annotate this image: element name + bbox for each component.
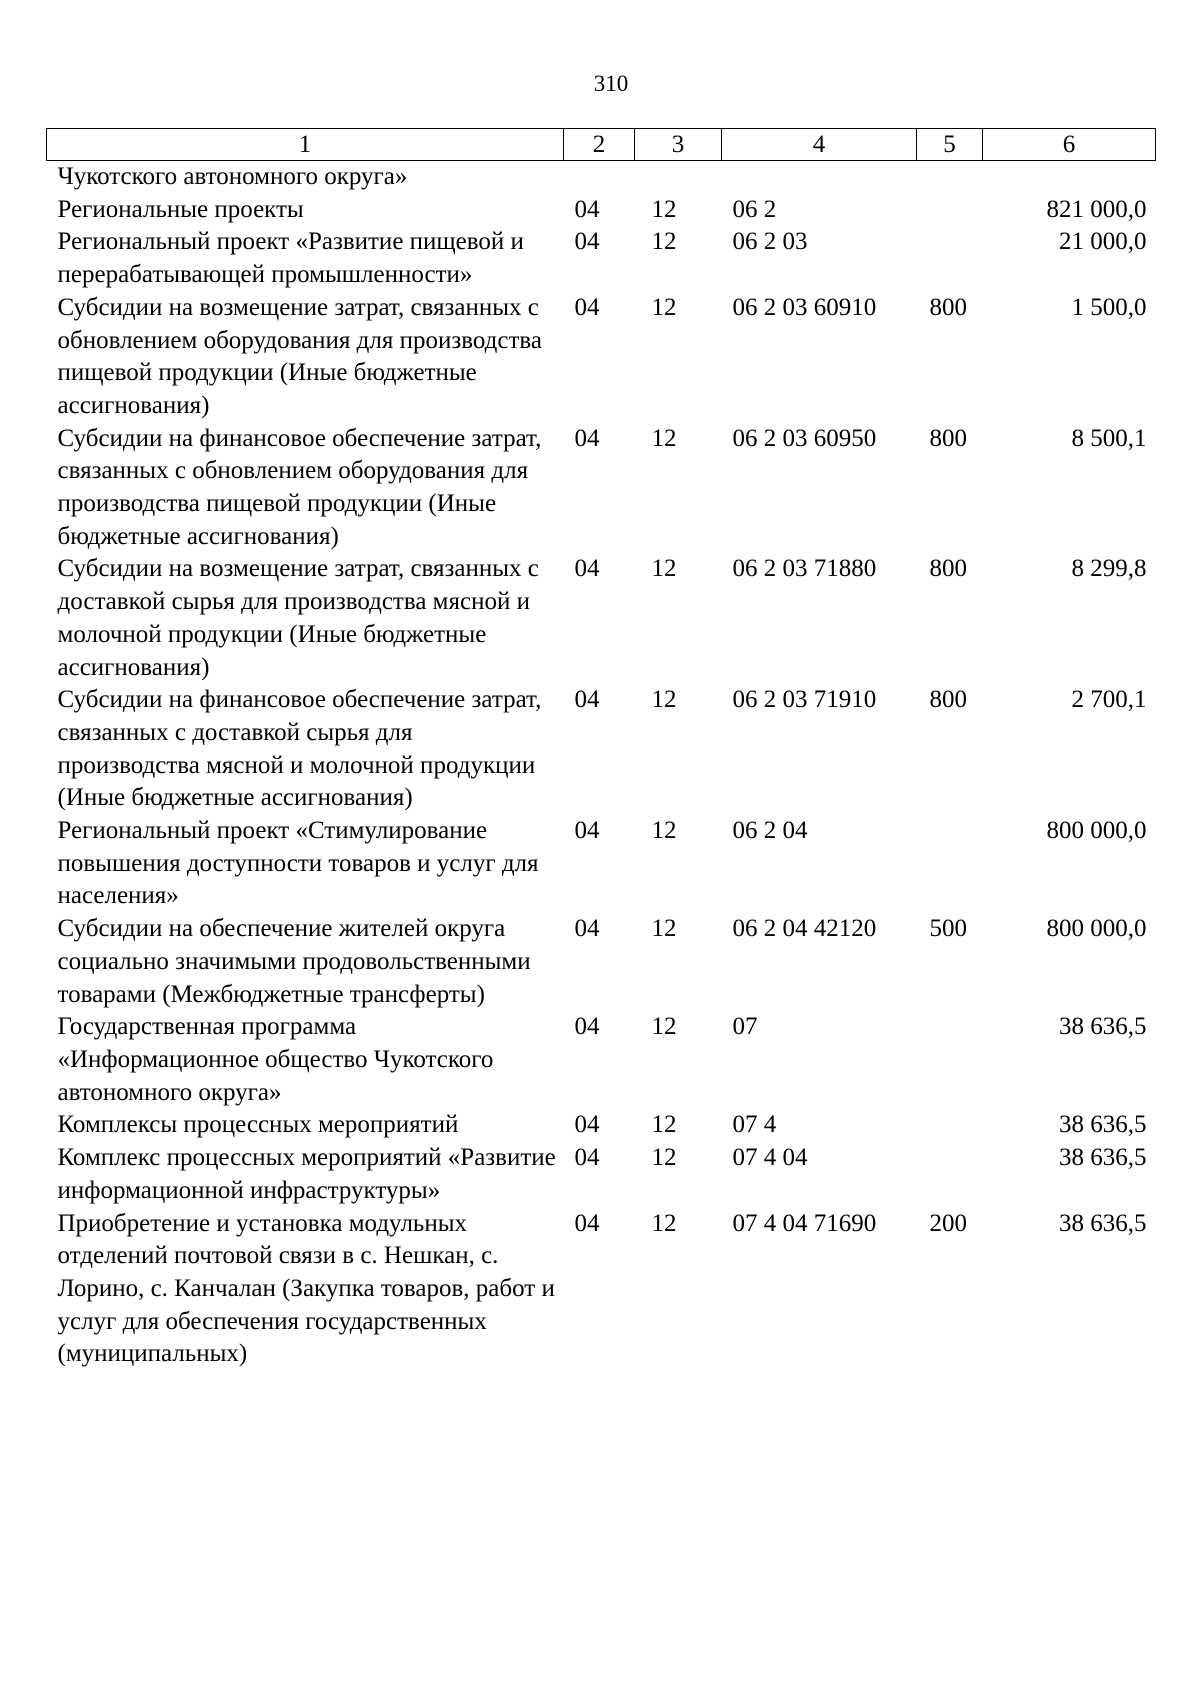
page-number: 310 [593, 71, 629, 96]
row-name: Приобретение и установка модульных отделений почтовой связи в с. Нешкан, с. Лорино, с. Канчалан (Закупка товаров, работ и услуг для обеспечения государственных (муниципальных) [57, 1209, 555, 1368]
table-row [47, 1011, 1156, 1109]
row-expense-type [917, 226, 983, 291]
row-section: 04 [574, 1013, 600, 1041]
row-name: Региональный проект «Развитие пищевой и перерабатывающей промышленности» [57, 228, 524, 289]
row-expense-type [917, 1109, 983, 1142]
table-row [47, 194, 1156, 227]
row-article: 06 2 [732, 195, 777, 223]
row-name: Комплексы процессных мероприятий [57, 1111, 459, 1139]
header-col-3: 3 [635, 129, 722, 161]
row-expense-type [917, 1011, 983, 1109]
row-amount: 8 500,1 [1071, 424, 1147, 452]
row-section: 04 [574, 293, 600, 321]
row-section: 04 [574, 555, 600, 583]
row-subsection: 12 [651, 424, 677, 452]
table-row [47, 913, 1156, 1011]
table-row [47, 292, 1156, 423]
row-subsection: 12 [651, 195, 677, 223]
row-subsection [635, 161, 722, 194]
row-amount: 38 636,5 [1059, 1144, 1147, 1172]
row-section: 04 [574, 424, 600, 452]
row-section: 04 [574, 195, 600, 223]
row-name: Субсидии на финансовое обеспечение затрат, связанных с обновлением оборудования для производства пищевой продукции (Иные бюджетные ассигнования) [57, 424, 542, 550]
row-amount [983, 161, 1156, 194]
table-row [47, 226, 1156, 291]
row-amount: 38 636,5 [1059, 1013, 1147, 1041]
row-amount: 800 000,0 [1046, 915, 1147, 943]
row-amount: 2 700,1 [1071, 686, 1147, 714]
row-article: 06 2 03 [732, 228, 808, 256]
row-amount: 800 000,0 [1046, 817, 1147, 845]
row-section [564, 161, 635, 194]
row-subsection: 12 [651, 686, 677, 714]
row-section: 04 [574, 1209, 600, 1237]
row-subsection: 12 [651, 1144, 677, 1172]
row-subsection: 12 [651, 228, 677, 256]
header-col-2: 2 [564, 129, 635, 161]
table-body [47, 161, 1156, 1372]
row-name: Региональные проекты [57, 195, 304, 223]
row-amount: 38 636,5 [1059, 1111, 1147, 1139]
row-name: Чукотского автономного округа» [57, 163, 408, 190]
row-article: 06 2 03 60950 [732, 424, 877, 452]
row-article: 06 2 04 [732, 817, 808, 845]
row-name: Субсидии на возмещение затрат, связанных с доставкой сырья для производства мясной и молочной продукции (Иные бюджетные ассигнования) [57, 555, 539, 681]
table-header [47, 129, 1156, 161]
table-row [47, 553, 1156, 684]
row-expense-type [917, 1142, 983, 1207]
header-col-5: 5 [917, 129, 983, 161]
budget-table [46, 128, 1156, 1371]
row-amount: 38 636,5 [1059, 1209, 1147, 1237]
row-article: 07 [732, 1013, 758, 1041]
table-row [47, 684, 1156, 815]
row-expense-type: 800 [929, 424, 967, 452]
row-name: Субсидии на возмещение затрат, связанных с обновлением оборудования для производства пищевой продукции (Иные бюджетные ассигнования) [57, 293, 542, 419]
row-subsection: 12 [651, 1111, 677, 1139]
row-amount: 1 500,0 [1071, 293, 1147, 321]
header-col-1: 1 [47, 129, 564, 161]
header-col-4: 4 [722, 129, 917, 161]
row-expense-type: 800 [929, 686, 967, 714]
row-amount: 821 000,0 [1046, 195, 1147, 223]
row-subsection: 12 [651, 555, 677, 583]
row-amount: 8 299,8 [1071, 555, 1147, 583]
row-expense-type [917, 194, 983, 227]
table-row [47, 1208, 1156, 1372]
row-section: 04 [574, 1111, 600, 1139]
row-expense-type [917, 161, 983, 194]
row-subsection: 12 [651, 817, 677, 845]
row-name: Субсидии на обеспечение жителей округа социально значимыми продовольственными товарами (Межбюджетные трансферты) [57, 915, 531, 1008]
table-row [47, 1109, 1156, 1142]
row-expense-type [917, 815, 983, 913]
row-amount: 21 000,0 [1059, 228, 1147, 256]
table-row [47, 423, 1156, 554]
row-section: 04 [574, 686, 600, 714]
row-expense-type: 500 [929, 915, 967, 943]
row-section: 04 [574, 915, 600, 943]
row-subsection: 12 [651, 1013, 677, 1041]
row-section: 04 [574, 228, 600, 256]
row-subsection: 12 [651, 1209, 677, 1237]
row-name: Региональный проект «Стимулирование повышения доступности товаров и услуг для населения» [57, 817, 539, 910]
row-name: Субсидии на финансовое обеспечение затрат, связанных с доставкой сырья для производства мясной и молочной продукции (Иные бюджетные ассигнования) [57, 686, 542, 812]
row-subsection: 12 [651, 293, 677, 321]
row-expense-type: 200 [929, 1209, 967, 1237]
row-subsection: 12 [651, 915, 677, 943]
row-article: 06 2 03 60910 [732, 293, 877, 321]
row-article: 06 2 03 71910 [732, 686, 877, 714]
row-article: 07 4 04 71690 [732, 1209, 877, 1237]
row-expense-type: 800 [929, 293, 967, 321]
row-article [722, 161, 917, 194]
row-article: 06 2 04 42120 [732, 915, 877, 943]
row-article: 06 2 03 71880 [732, 555, 877, 583]
row-name: Комплекс процессных мероприятий «Развитие информационной инфраструктуры» [57, 1144, 556, 1204]
row-name: Государственная программа «Информационное общество Чукотского автономного округа» [57, 1013, 494, 1106]
header-col-6: 6 [983, 129, 1156, 161]
row-article: 07 4 04 [732, 1144, 808, 1172]
table-row [47, 815, 1156, 913]
row-expense-type: 800 [929, 555, 967, 583]
row-section: 04 [574, 817, 600, 845]
row-article: 07 4 [732, 1111, 777, 1139]
header-row [47, 129, 1156, 161]
row-section: 04 [574, 1144, 600, 1172]
table-row [47, 161, 1156, 194]
table-row [47, 1142, 1156, 1207]
